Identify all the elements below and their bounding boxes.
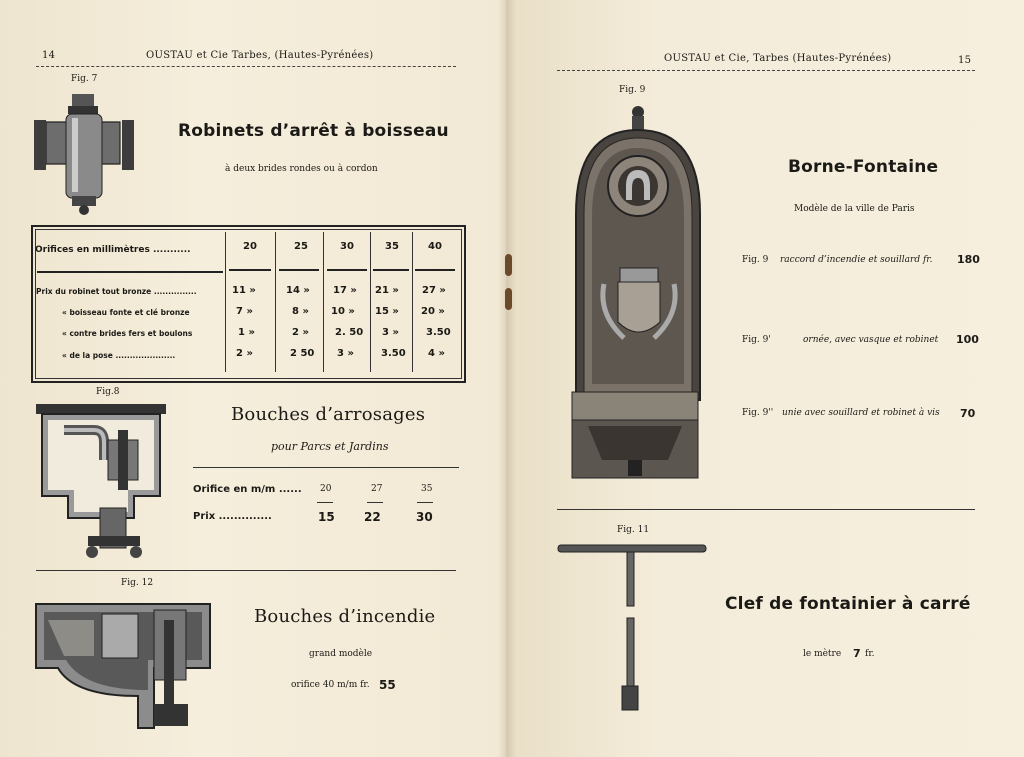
table-cell: 2 »	[236, 348, 253, 359]
fig9-item-fig: Fig. 9'	[742, 335, 771, 345]
fire-hydrant-illustration	[34, 600, 212, 734]
fig12-price-line: orifice 40 m/m fr.	[291, 680, 370, 690]
fontainier-key-illustration	[556, 542, 708, 714]
fig9-item-price: 180	[957, 253, 980, 266]
fig9-item-fig: Fig. 9''	[742, 408, 774, 418]
fig12-label: Fig. 12	[121, 578, 154, 588]
col-header-rule	[327, 269, 367, 271]
table-cell: 17 »	[333, 285, 357, 296]
col-header-rule	[415, 269, 455, 271]
orifice-label: Orifice en m/m ......	[193, 484, 302, 495]
table-row-label: « contre brides fers et boulons	[62, 329, 193, 338]
orifice-dash	[367, 502, 383, 503]
fig11-price-suffix: fr.	[865, 649, 875, 659]
fig9-item-desc: unie avec souillard et robinet à vis	[782, 408, 940, 418]
table-cell: 2. 50	[335, 327, 364, 338]
fig9-item-desc: raccord d’incendie et souillard fr.	[780, 255, 933, 265]
table-cell: 3.50	[381, 348, 406, 359]
fig9-subtitle: Modèle de la ville de Paris	[794, 204, 915, 214]
table-cell: 10 »	[331, 306, 355, 317]
table-col-header: 30	[340, 241, 354, 252]
col-header-rule	[373, 269, 409, 271]
fig11-price-prefix: le mètre	[803, 649, 842, 659]
left-header-rule	[36, 66, 456, 67]
table-col-divider	[323, 232, 324, 372]
fig9-item-price: 70	[960, 407, 976, 420]
table-cell: 4 »	[428, 348, 445, 359]
table-cell: 1 »	[238, 327, 255, 338]
table-cell: 2 50	[290, 348, 315, 359]
table-col-divider	[370, 232, 371, 372]
fig11-title: Clef de fontainier à carré	[725, 594, 971, 614]
garden-hydrant-illustration	[34, 400, 170, 562]
left-header: OUSTAU et Cie Tarbes, (Hautes-Pyrénées)	[146, 50, 374, 61]
staple-bottom	[505, 288, 512, 310]
table-col-divider	[275, 232, 276, 372]
table-header-label: Orifices en millimètres ...........	[35, 245, 191, 255]
borne-fontaine-illustration	[568, 104, 702, 488]
fig7-subtitle: à deux brides rondes ou à cordon	[225, 164, 378, 174]
fig11-price: 7	[853, 647, 861, 660]
valve-illustration	[32, 92, 136, 218]
orifice-dash	[317, 502, 333, 503]
fig9-label: Fig. 9	[619, 85, 646, 95]
table-col-header: 35	[385, 241, 399, 252]
fig9-item-price: 100	[956, 333, 979, 346]
table-cell: 3 »	[337, 348, 354, 359]
left-page-number: 14	[42, 50, 56, 61]
table-col-header: 25	[294, 241, 308, 252]
right-header-rule	[557, 70, 975, 71]
fig7-label: Fig. 7	[71, 74, 98, 84]
fig7-title: Robinets d’arrêt à boisseau	[178, 121, 449, 141]
table-cell: 11 »	[232, 285, 256, 296]
right-page-number: 15	[958, 55, 972, 66]
table-row-label: « boisseau fonte et clé bronze	[62, 308, 190, 317]
price-value: 30	[416, 510, 433, 524]
price-value: 15	[318, 510, 335, 524]
fig11-label: Fig. 11	[617, 525, 650, 535]
table-row-label: Prix du robinet tout bronze ...............	[36, 287, 197, 296]
table-col-divider	[225, 232, 226, 372]
right-section-divider	[557, 509, 975, 510]
table-col-divider	[412, 232, 413, 372]
price-value: 22	[364, 510, 381, 524]
orifice-value: 20	[320, 484, 332, 494]
orifice-value: 35	[421, 484, 433, 494]
staple-top	[505, 254, 512, 276]
col-header-rule	[279, 269, 319, 271]
table-cell: 20 »	[421, 306, 445, 317]
table-cell: 14 »	[286, 285, 310, 296]
book-gutter	[498, 0, 516, 757]
orifice-dash	[417, 502, 433, 503]
table-cell: 3 »	[382, 327, 399, 338]
section-divider	[36, 570, 456, 571]
fig8-title: Bouches d’arrosages	[231, 404, 426, 425]
table-cell: 21 »	[375, 285, 399, 296]
table-cell: 3.50	[426, 327, 451, 338]
table-col-header: 40	[428, 241, 442, 252]
fig12-subtitle: grand modèle	[309, 649, 373, 659]
fig8-subtitle: pour Parcs et Jardins	[271, 440, 389, 453]
table-cell: 15 »	[375, 306, 399, 317]
fig9-title: Borne-Fontaine	[788, 157, 939, 177]
table-cell: 27 »	[422, 285, 446, 296]
table-cell: 7 »	[236, 306, 253, 317]
table-header-rule	[37, 271, 223, 273]
fig8-rule	[193, 467, 459, 468]
fig12-price: 55	[379, 678, 396, 692]
table-cell: 2 »	[292, 327, 309, 338]
fig9-item-fig: Fig. 9	[742, 255, 769, 265]
col-header-rule	[229, 269, 271, 271]
orifice-value: 27	[371, 484, 383, 494]
table-cell: 8 »	[292, 306, 309, 317]
fig12-title: Bouches d’incendie	[254, 606, 436, 627]
right-header: OUSTAU et Cie, Tarbes (Hautes-Pyrénées)	[664, 53, 892, 64]
table-row-label: « de la pose .....................	[62, 351, 176, 360]
fig8-label: Fig.8	[96, 387, 120, 397]
fig9-item-desc: ornée, avec vasque et robinet	[803, 335, 939, 345]
table-col-header: 20	[243, 241, 257, 252]
price-label: Prix ..............	[193, 511, 272, 522]
